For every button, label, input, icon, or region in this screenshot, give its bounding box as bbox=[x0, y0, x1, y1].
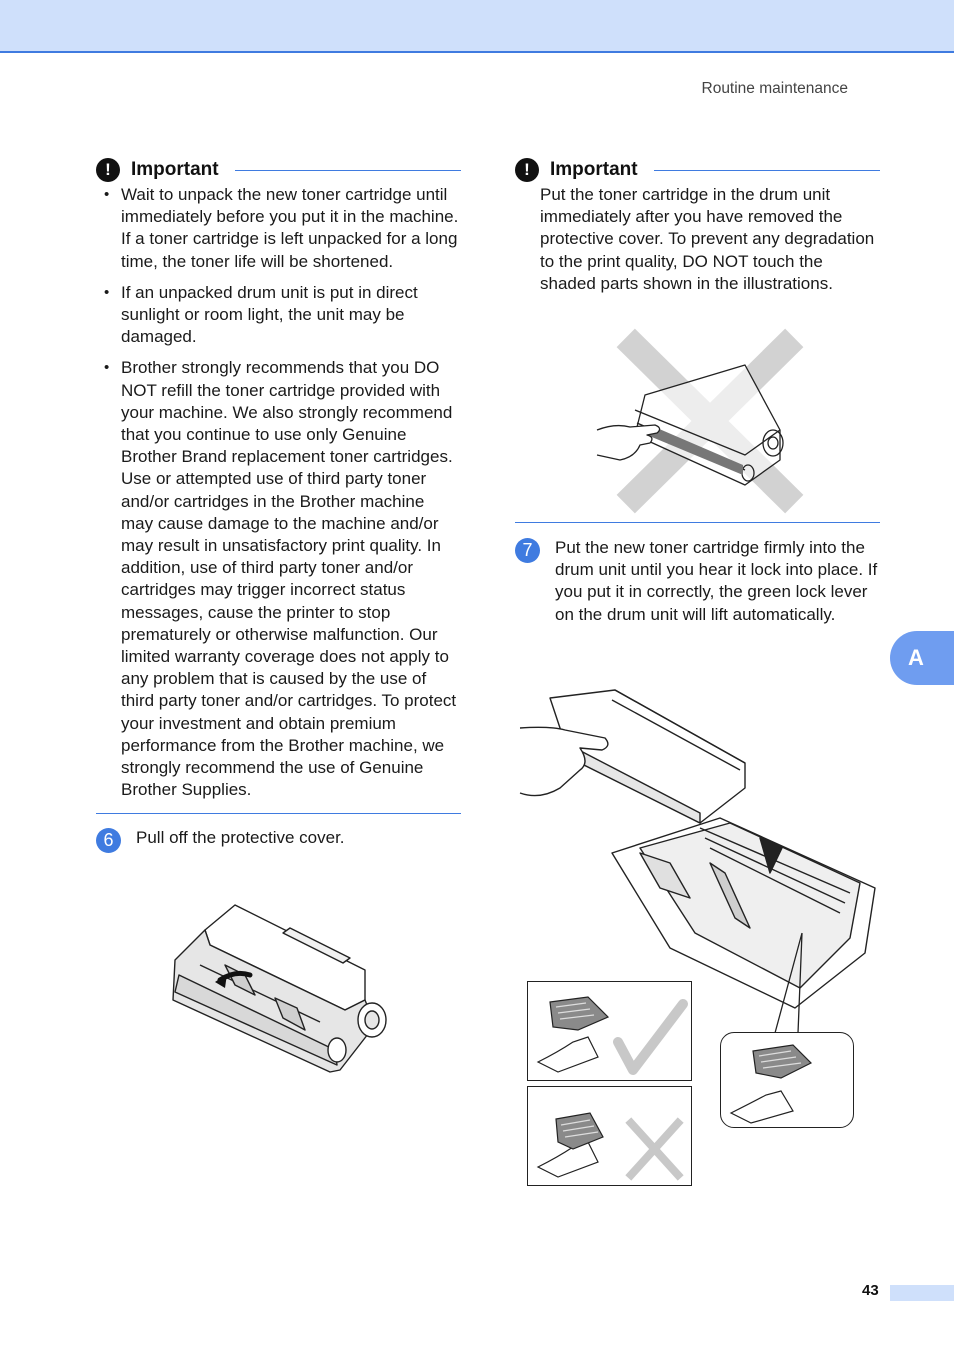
correct-lever-panel bbox=[527, 981, 692, 1081]
list-item: • Wait to unpack the new toner cartridge until immediately before you put it in the machine. If a toner cartridge is left unpacked for a long time, the toner life will be shortened. bbox=[96, 184, 461, 273]
step-6 bbox=[96, 827, 461, 853]
important-header-right bbox=[515, 156, 880, 184]
lever-zoom-panel bbox=[720, 1032, 854, 1128]
step-text: Put the new toner cartridge firmly into the drum unit until you hear it lock into place. If you put it in correctly, the green lock lever on the drum unit will lift automatically. bbox=[555, 538, 878, 624]
protective-cover-illustration bbox=[165, 900, 395, 1085]
lock-lever-icon bbox=[721, 1033, 853, 1127]
do-not-touch-illustration bbox=[595, 335, 805, 510]
important-text: Put the toner cartridge in the drum unit immediately after you have removed the protective cover. To prevent any degradation to the print quality, DO NOT touch the shaded parts shown in the illustrations. bbox=[540, 185, 875, 293]
cross-icon bbox=[528, 1087, 691, 1185]
footer-band bbox=[890, 1285, 954, 1301]
top-header-band bbox=[0, 0, 954, 53]
exclamation-icon: ! bbox=[96, 158, 120, 182]
header-rule bbox=[654, 170, 880, 171]
running-header: Routine maintenance bbox=[701, 80, 848, 97]
list-item: • Brother strongly recommends that you DO NOT refill the toner cartridge provided with your machine. We also strongly recommend that you continue to use only Genuine Brother Brand replacement toner cartridges. Use or attempted use of third party toner and/or cartridges in the Brother machine may cause damage to the machine and/or may result in unsatisfactory print quality. In addition, use of third party toner and/or cartridges may trigger incorrect status messages, cause the printer to stop prematurely or otherwise malfunction. Our limited warranty coverage does not apply to any problem that is caused by the use of third party toner and/or cartridges. To protect your investment and obtain premium performance from the Brother machine, we strongly recommend the use of Genuine Brother Supplies. bbox=[96, 357, 461, 801]
step-text: Pull off the protective cover. bbox=[136, 828, 345, 848]
left-column bbox=[96, 156, 461, 853]
incorrect-lever-panel bbox=[527, 1086, 692, 1186]
important-bullet-list bbox=[96, 184, 461, 801]
step-number-badge: 6 bbox=[96, 828, 121, 853]
page-number: 43 bbox=[862, 1282, 879, 1299]
checkmark-icon bbox=[528, 982, 691, 1080]
important-header-left bbox=[96, 156, 461, 184]
important-title: Important bbox=[550, 159, 638, 180]
section-rule bbox=[515, 522, 880, 523]
important-title: Important bbox=[131, 159, 219, 180]
list-item: • If an unpacked drum unit is put in direct sunlight or room light, the unit may be damaged. bbox=[96, 282, 461, 349]
right-column bbox=[515, 156, 880, 295]
exclamation-icon: ! bbox=[515, 158, 539, 182]
section-rule bbox=[96, 813, 461, 814]
step-number-badge: 7 bbox=[515, 538, 540, 563]
step-7 bbox=[515, 537, 880, 626]
header-rule bbox=[235, 170, 461, 171]
chapter-tab: A bbox=[890, 631, 954, 685]
